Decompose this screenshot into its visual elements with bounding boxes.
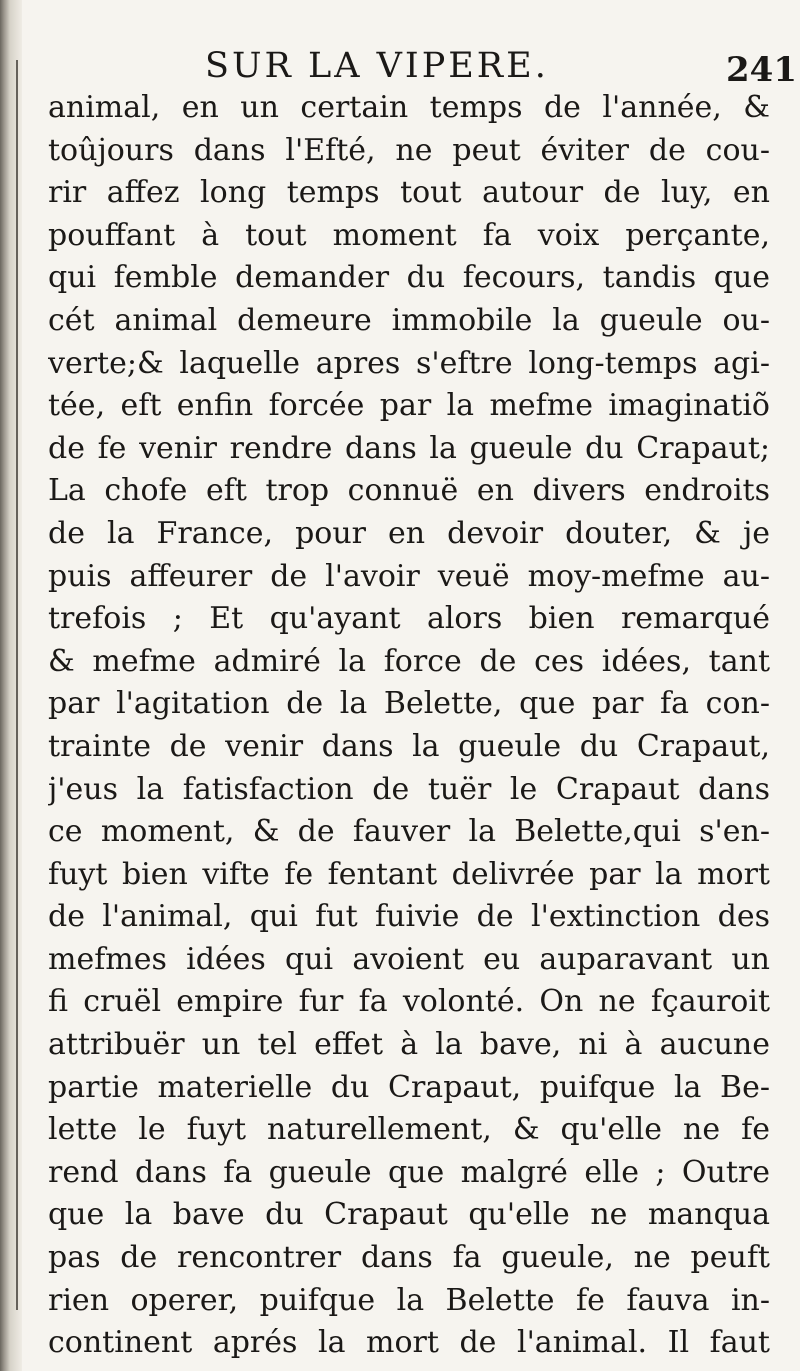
text-line: de la France, pour en devoir douter, & je [48,515,770,551]
text-line: rir affez long temps tout autour de luy, en [48,175,770,211]
text-line: de fe venir rendre dans la gueule du Crapaut; [48,430,770,466]
text-line: qui femble demander du fecours, tandis que [48,260,770,296]
text-line: La chofe eft trop connuë en divers endroits [48,473,770,509]
running-title: SUR LA VIPERE. [205,46,549,86]
page-binding-edge [16,60,18,1310]
text-line: tée, eft enfin forcée par la mefme imaginatiõ [48,388,770,424]
text-line: puis affeurer de l'avoir veuë moy-mefme au- [48,558,770,594]
text-line: rien operer, puifque la Belette fe fauva in- [48,1282,770,1318]
text-line: pas de rencontrer dans fa gueule, ne peuft [48,1240,770,1276]
text-line: cét animal demeure immobile la gueule ou- [48,302,770,338]
text-line: partie materielle du Crapaut, puifque la Be- [48,1069,770,1105]
page-number: 241 [726,50,797,90]
text-line: de l'animal, qui fut fuivie de l'extinction des [48,899,770,935]
text-line: toûjours dans l'Efté, ne peut éviter de cou- [48,132,770,168]
text-line: trainte de venir dans la gueule du Crapaut, [48,728,770,764]
text-line: mefmes idées qui avoient eu auparavant un [48,941,770,977]
page-header [0,40,800,90]
text-line: ce moment, & de fauver la Belette,qui s'en- [48,814,770,850]
text-line: que la bave du Crapaut qu'elle ne manqua [48,1197,770,1233]
text-line: verte;& laquelle apres s'eftre long-temps agi- [48,345,770,381]
text-line: & mefme admiré la force de ces idées, tant [48,643,770,679]
text-line: trefois ; Et qu'ayant alors bien remarqué [48,601,770,637]
text-line: pouffant à tout moment fa voix perçante, [48,217,770,253]
text-line: animal, en un certain temps de l'année, & [48,90,770,125]
text-line: rend dans fa gueule que malgré elle ; Outre [48,1154,770,1190]
text-line: fi cruël empire fur fa volonté. On ne fçauroit [48,984,770,1020]
body-text [48,87,770,1365]
text-line: par l'agitation de la Belette, que par fa con- [48,686,770,722]
text-line: lette le fuyt naturellement, & qu'elle ne fe [48,1112,770,1148]
text-line: j'eus la fatisfaction de tuër le Crapaut dans [48,771,770,807]
text-line: attribuër un tel effet à la bave, ni à aucune [48,1027,770,1063]
page-gutter-shadow [0,0,22,1371]
text-line: fuyt bien vifte fe fentant delivrée par la mort [48,856,770,892]
text-line: continent aprés la mort de l'animal. Il faut [48,1325,770,1361]
